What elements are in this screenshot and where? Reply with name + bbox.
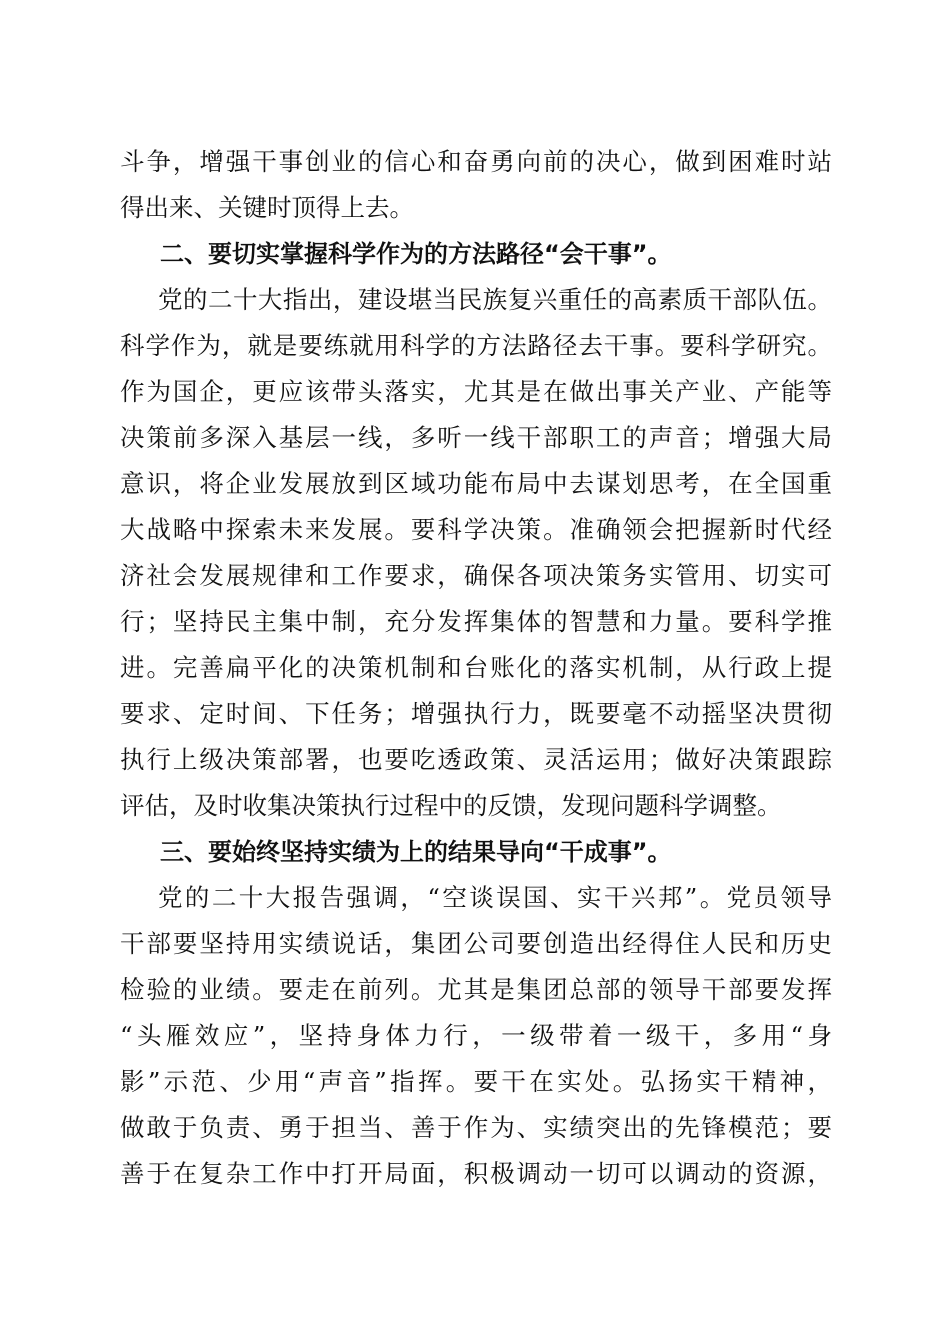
paragraph-line: 做敢于负责、勇于担当、善于作为、实绩突出的先锋模范；要 <box>120 1113 832 1142</box>
paragraph-line: 要求、定时间、下任务；增强执行力，既要毫不动摇坚决贯彻 <box>120 699 832 728</box>
paragraph-line: 执行上级决策部署，也要吃透政策、灵活运用；做好决策跟踪 <box>120 745 832 774</box>
paragraph-line: 评估，及时收集决策执行过程中的反馈，发现问题科学调整。 <box>120 791 782 820</box>
paragraph-line: 善于在复杂工作中打开局面，积极调动一切可以调动的资源， <box>120 1159 832 1188</box>
paragraph-line: 进。完善扁平化的决策机制和台账化的落实机制，从行政上提 <box>120 653 832 682</box>
paragraph-line: “头雁效应”，坚持身体力行，一级带着一级干，多用“身 <box>120 1021 832 1050</box>
paragraph-line: 科学作为，就是要练就用科学的方法路径去干事。要科学研究。 <box>120 331 832 360</box>
section-heading-2: 二、要切实掌握科学作为的方法路径“会干事”。 <box>160 240 672 268</box>
paragraph-line: 党的二十大报告强调，“空谈误国、实干兴邦”。党员领导 <box>158 883 832 912</box>
paragraph-line: 济社会发展规律和工作要求，确保各项决策务实管用、切实可 <box>120 561 832 590</box>
paragraph-line: 大战略中探索未来发展。要科学决策。准确领会把握新时代经 <box>120 515 832 544</box>
paragraph-line: 斗争，增强干事创业的信心和奋勇向前的决心，做到困难时站 <box>120 147 832 176</box>
paragraph-line: 决策前多深入基层一线，多听一线干部职工的声音；增强大局 <box>120 423 832 452</box>
paragraph-line: 作为国企，更应该带头落实，尤其是在做出事关产业、产能等 <box>120 377 832 406</box>
paragraph-line: 影”示范、少用“声音”指挥。要干在实处。弘扬实干精神， <box>120 1067 832 1096</box>
paragraph-line: 意识，将企业发展放到区域功能布局中去谋划思考，在全国重 <box>120 469 832 498</box>
paragraph-line: 检验的业绩。要走在前列。尤其是集团总部的领导干部要发挥 <box>120 975 832 1004</box>
paragraph-line: 行；坚持民主集中制，充分发挥集体的智慧和力量。要科学推 <box>120 607 832 636</box>
paragraph-line: 党的二十大指出，建设堪当民族复兴重任的高素质干部队伍。 <box>158 285 832 314</box>
paragraph-line: 干部要坚持用实绩说话，集团公司要创造出经得住人民和历史 <box>120 929 832 958</box>
section-heading-3: 三、要始终坚持实绩为上的结果导向“干成事”。 <box>160 838 672 866</box>
paragraph-line: 得出来、关键时顶得上去。 <box>120 193 414 222</box>
